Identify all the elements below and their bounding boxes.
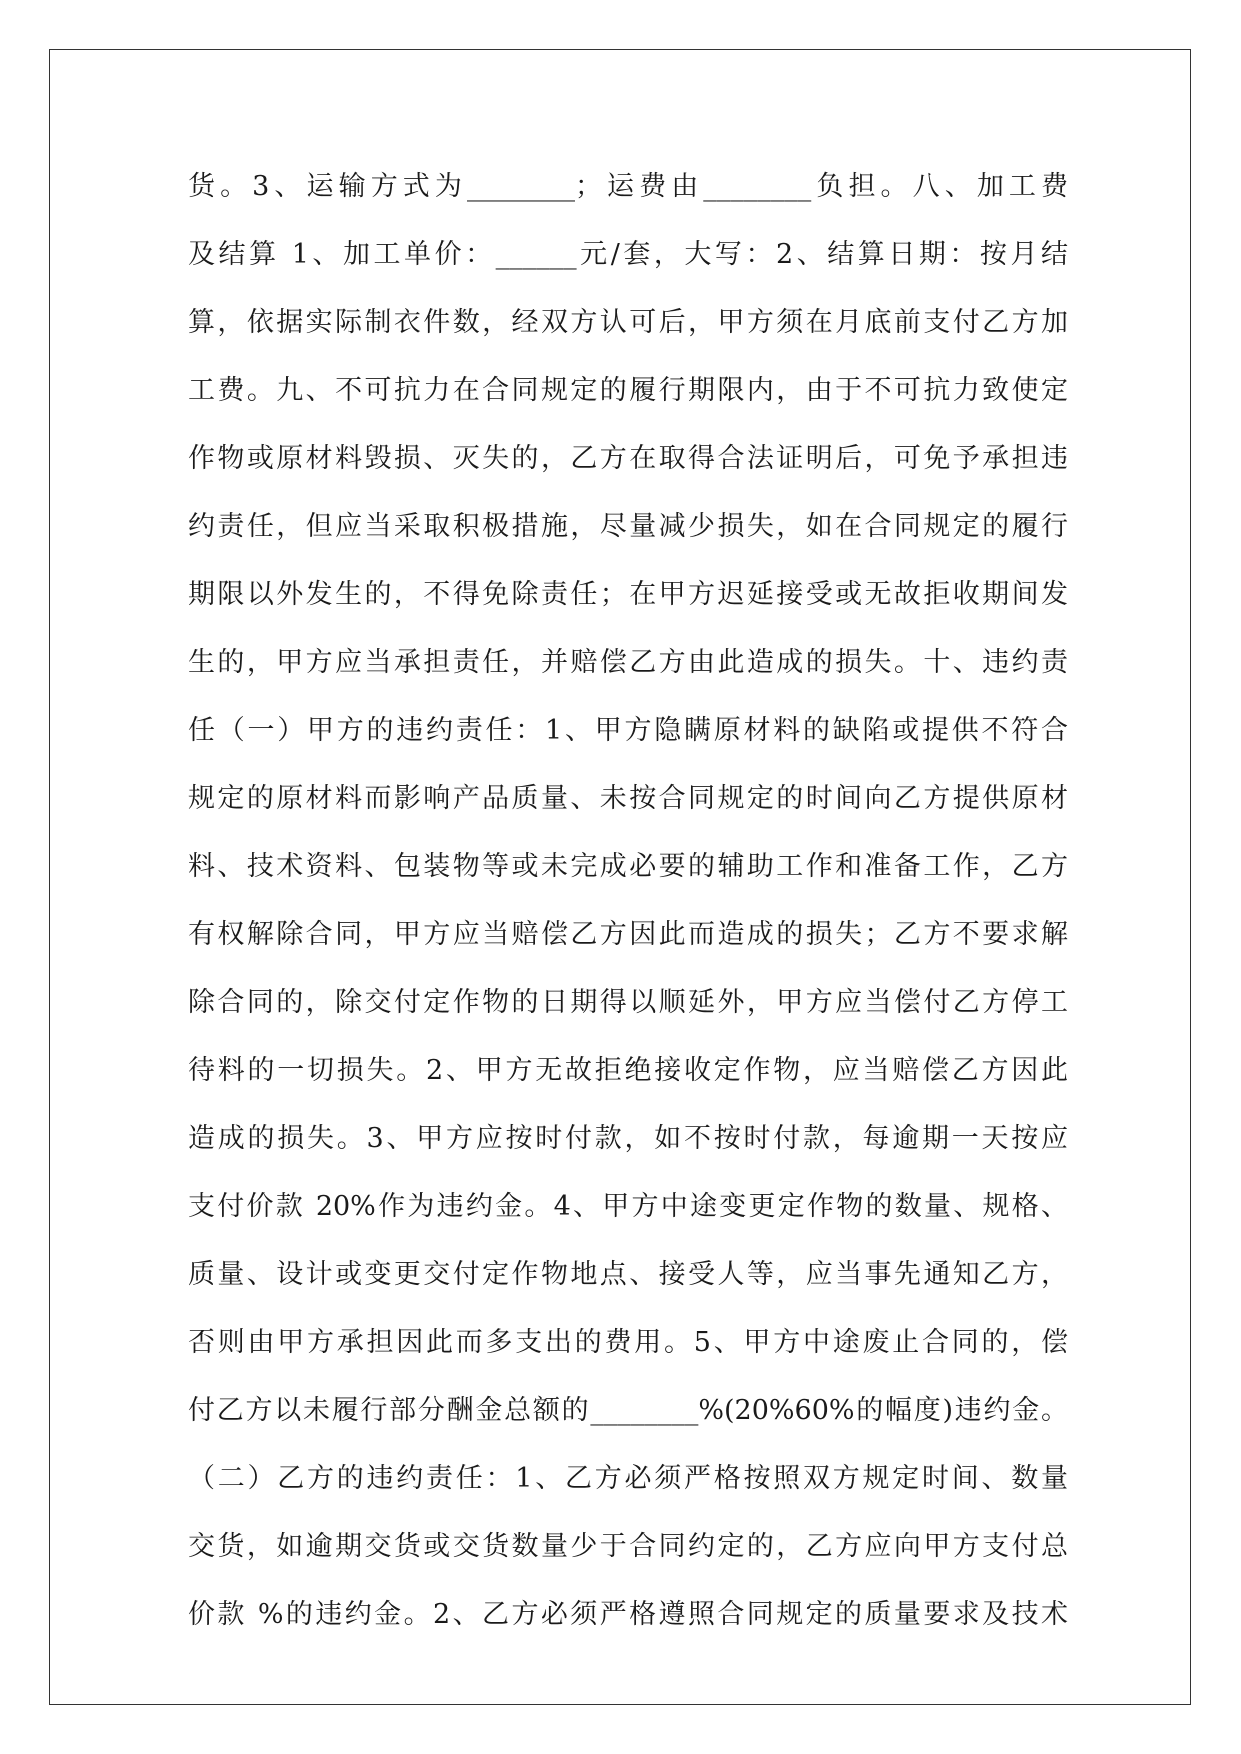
text-line: 生的，甲方应当承担责任，并赔偿乙方由此造成的损失。十、违约责 [188, 647, 1068, 678]
text-line: 造成的损失。3、甲方应按时付款，如不按时付款，每逾期一天按应 [188, 1123, 1068, 1154]
text-line: 算，依据实际制衣件数，经双方认可后，甲方须在月底前支付乙方加 [188, 307, 1068, 338]
text-line: 有权解除合同，甲方应当赔偿乙方因此而造成的损失；乙方不要求解 [188, 919, 1068, 950]
text-line: 否则由甲方承担因此而多支出的费用。5、甲方中途废止合同的，偿 [188, 1327, 1068, 1358]
text-line: 除合同的，除交付定作物的日期得以顺延外，甲方应当偿付乙方停工 [188, 987, 1068, 1018]
text-line: 交货，如逾期交货或交货数量少于合同约定的，乙方应向甲方支付总 [188, 1531, 1068, 1562]
text-line: 规定的原材料而影响产品质量、未按合同规定的时间向乙方提供原材 [188, 783, 1068, 814]
text-line: 工费。九、不可抗力在合同规定的履行期限内，由于不可抗力致使定 [188, 375, 1068, 406]
text-line: 待料的一切损失。2、甲方无故拒绝接收定作物，应当赔偿乙方因此 [188, 1055, 1068, 1086]
text-line: 期限以外发生的，不得免除责任；在甲方迟延接受或无故拒收期间发 [188, 579, 1068, 610]
document-body [188, 153, 1068, 1649]
text-line: 约责任，但应当采取积极措施，尽量减少损失，如在合同规定的履行 [188, 511, 1068, 542]
text-line: 料、技术资料、包装物等或未完成必要的辅助工作和准备工作，乙方 [188, 851, 1068, 882]
text-line: 质量、设计或变更交付定作物地点、接受人等，应当事先通知乙方， [188, 1259, 1068, 1290]
text-line: （二）乙方的违约责任：1、乙方必须严格按照双方规定时间、数量 [188, 1463, 1068, 1494]
text-line: 货。3、运输方式为________；运费由________负担。八、加工费 [188, 171, 1068, 202]
text-line: 任（一）甲方的违约责任：1、甲方隐瞒原材料的缺陷或提供不符合 [188, 715, 1068, 746]
text-line: 及结算 1、加工单价：______元/套，大写：2、结算日期：按月结 [188, 239, 1068, 270]
text-line: 作物或原材料毁损、灭失的，乙方在取得合法证明后，可免予承担违 [188, 443, 1068, 474]
text-line: 价款 %的违约金。2、乙方必须严格遵照合同规定的质量要求及技术 [188, 1599, 1068, 1630]
text-line: 付乙方以未履行部分酬金总额的________%(20%60%的幅度)违约金。 [188, 1395, 1068, 1426]
text-line: 支付价款 20%作为违约金。4、甲方中途变更定作物的数量、规格、 [188, 1191, 1068, 1222]
